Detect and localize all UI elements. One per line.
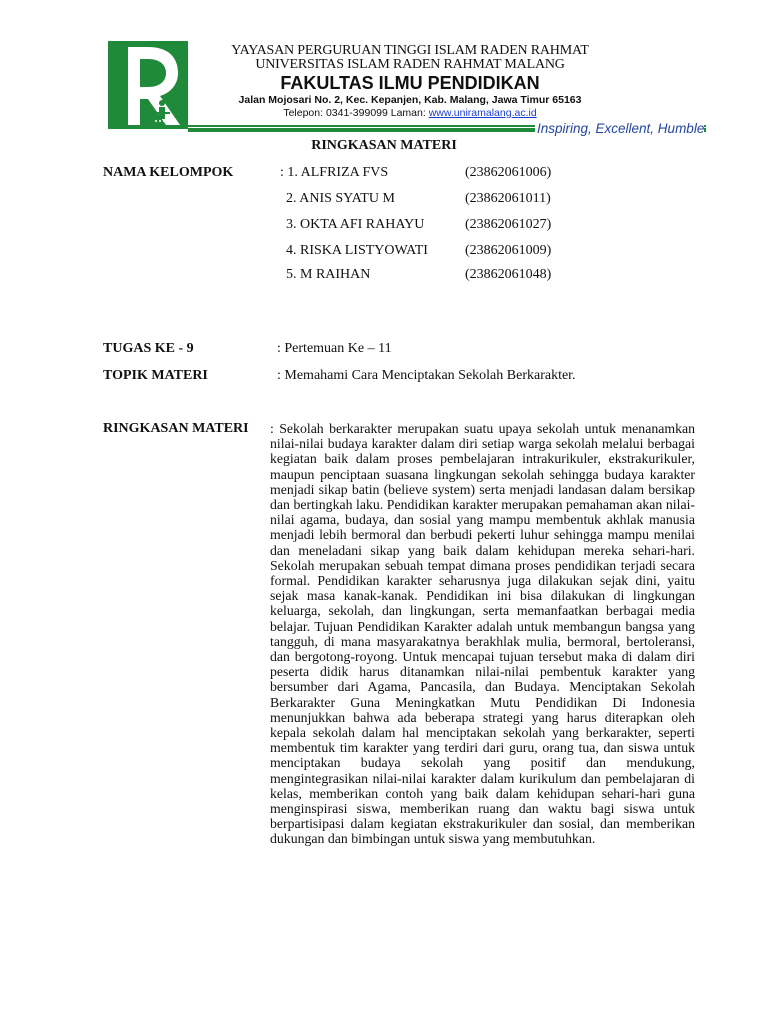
faculty-name: FAKULTAS ILMU PENDIDIKAN bbox=[280, 73, 540, 93]
topic-value: : Memahami Cara Menciptakan Sekolah Berkarakter. bbox=[277, 368, 576, 383]
contact-line bbox=[210, 107, 610, 120]
topic-label: TOPIK MATERI bbox=[103, 368, 208, 383]
task-label: TUGAS KE - 9 bbox=[103, 341, 194, 356]
summary-label: RINGKASAN MATERI bbox=[103, 421, 249, 436]
member-name: 2. ANIS SYATU M bbox=[286, 191, 395, 206]
member-name: 4. RISKA LISTYOWATI bbox=[286, 243, 428, 258]
member-id: (23862061011) bbox=[465, 191, 551, 206]
website-link[interactable]: www.uniramalang.ac.id bbox=[428, 107, 537, 119]
member-id: (23862061048) bbox=[465, 267, 552, 282]
university-logo bbox=[108, 41, 188, 129]
university-name: UNIVERSITAS ISLAM RADEN RAHMAT MALANG bbox=[255, 57, 565, 72]
foundation-name: YAYASAN PERGURUAN TINGGI ISLAM RADEN RAHMAT bbox=[231, 43, 589, 58]
member-name: : 1. ALFRIZA FVS bbox=[280, 165, 389, 180]
tagline: Inspiring, Excellent, Humble bbox=[537, 121, 705, 136]
member-name: 3. OKTA AFI RAHAYU bbox=[286, 217, 425, 232]
group-label: NAMA KELOMPOK bbox=[103, 165, 234, 180]
logo-emblem-icon bbox=[108, 41, 188, 129]
document-title: RINGKASAN MATERI bbox=[311, 138, 457, 153]
member-id: (23862061006) bbox=[465, 165, 552, 180]
member-id: (23862061009) bbox=[465, 243, 552, 258]
summary-text: : Sekolah berkarakter merupakan suatu upaya sekolah untuk menanamkan nilai-nilai budaya karakter dalam diri setiap warga sekolah melalui berbagai kegiatan baik dalam proses pembelajaran intrakurikuler, ekstrakurikuler, maupun penciptaan suasana lingkungan sekolah sehingga budaya karakter menjadi sikap batin (believe system) serta menjadi landasan dalam bersikap dan bertingkah laku. Pendidikan karakter merupakan pemahaman akan nilai-nilai agama, budaya, dan sosial yang mampu membentuk akhlak manusia menjadi lebih bermoral dan berbudi pekerti luhur sehingga mampu menilai dan meneladani sikap yang baik dalam kehidupan mereka sehari-hari. Sekolah merupakan sebuah tempat dimana proses pendidikan terjadi secara formal. Pendidikan karakter seharusnya juga dilakukan sejak dini, yaitu sejak masa kanak-kanak. Pendidikan ini bisa dilakukan di lingkungan keluarga, sekolah, dan lingkungan, serta memanfaatkan berbagai media belajar. Tujuan Pendidikan Karakter adalah untuk membangun bangsa yang tangguh, di mana masyarakatnya berakhlak mulia, bermoral, bertoleransi, dan bergotong-royong. Untuk mencapai tujuan tersebut maka di dalam diri peserta didik harus ditanamkan nilai-nilai pembentuk karakter yang bersumber dari Agama, Pancasila, dan Budaya. Menciptakan Sekolah Berkarakter Guna Meningkatkan Mutu Pendidikan Di Indonesia menunjukkan bahwa ada beberapa strategi yang harus diterapkan oleh kepala sekolah dalam hal menciptakan sekolah yang berkarakter, seperti membentuk tim karakter yang terdiri dari guru, orang tua, dan siswa untuk menciptakan budaya sekolah yang positif dan mendukung, mengintegrasikan nilai-nilai karakter dalam kurikulum dan pembelajaran di kelas, memberikan contoh yang baik dalam kehidupan sehari-hari guna menginspirasi siswa, memberikan ruang dan waktu bagi siswa untuk berpartisipasi dalam kegiatan ekstrakurikuler dan sosial, dan memberikan dukungan dan bimbingan untuk siswa yang membutuhkan. bbox=[270, 421, 695, 847]
member-name: 5. M RAIHAN bbox=[286, 267, 371, 282]
address: Jalan Mojosari No. 2, Kec. Kepanjen, Kab. Malang, Jawa Timur 65163 bbox=[238, 94, 582, 106]
member-id: (23862061027) bbox=[465, 217, 552, 232]
letterhead-text bbox=[210, 44, 610, 120]
phone-text: Telepon: 0341-399099 Laman: bbox=[283, 107, 429, 119]
task-value: : Pertemuan Ke – 11 bbox=[277, 341, 392, 356]
